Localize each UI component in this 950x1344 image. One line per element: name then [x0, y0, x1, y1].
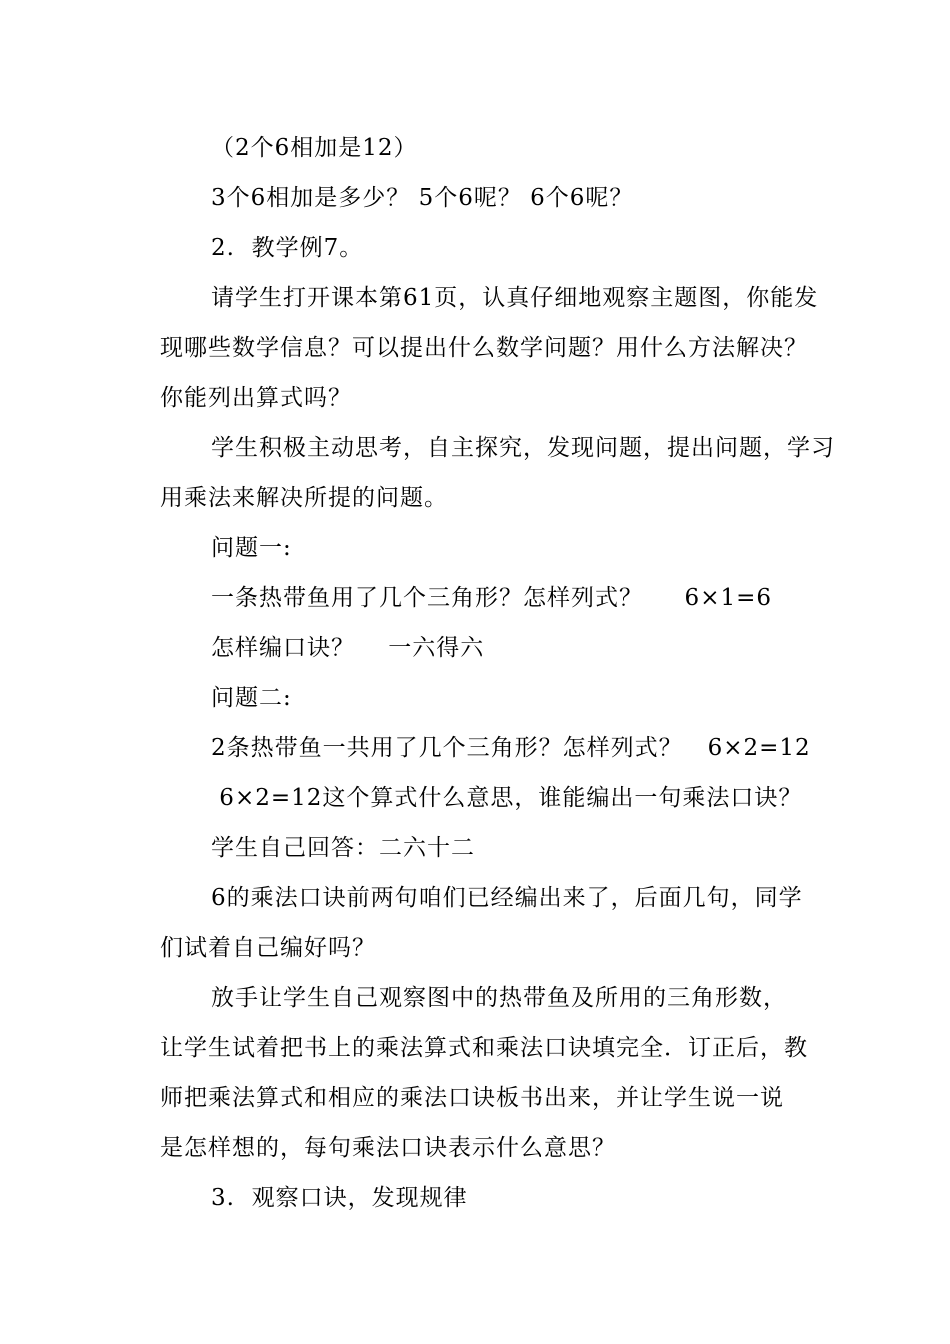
paragraph-line: 怎样编口诀？ 一六得六: [211, 635, 485, 661]
paragraph-line: 用乘法来解决所提的问题。: [160, 485, 448, 511]
paragraph-line: 学生自己回答：二六十二: [211, 835, 475, 861]
paragraph-line: 是怎样想的，每句乘法口诀表示什么意思？: [160, 1135, 616, 1161]
paragraph-line: 们试着自己编好吗？: [160, 935, 376, 961]
paragraph-line: 师把乘法算式和相应的乘法口诀板书出来，并让学生说一说: [160, 1085, 784, 1111]
paragraph-line: 放手让学生自己观察图中的热带鱼及所用的三角形数，: [211, 985, 787, 1011]
question-label: 问题一:: [211, 535, 292, 561]
paragraph-line: 让学生试着把书上的乘法算式和乘法口诀填完全．订正后，教: [160, 1035, 808, 1061]
paragraph-line: 6的乘法口诀前两句咱们已经编出来了，后面几句，同学: [211, 885, 803, 911]
section-heading: 2. 教学例7。: [211, 235, 364, 261]
paragraph-line: 请学生打开课本第61页，认真仔细地观察主题图，你能发: [211, 285, 819, 311]
question-label: 问题二:: [211, 685, 292, 711]
paragraph-line: 现哪些数学信息？可以提出什么数学问题？用什么方法解决？: [160, 335, 808, 361]
paragraph-line: 2条热带鱼一共用了几个三角形？怎样列式？ 6×2=12: [211, 735, 811, 761]
paragraph-line: （2个6相加是12）: [211, 135, 418, 161]
paragraph-line: 6×2=12这个算式什么意思，谁能编出一句乘法口诀？: [211, 785, 803, 811]
paragraph-line: 一条热带鱼用了几个三角形？怎样列式？ 6×1=6: [211, 585, 772, 611]
paragraph-line: 学生积极主动思考，自主探究，发现问题，提出问题，学习: [211, 435, 835, 461]
section-heading: 3. 观察口诀，发现规律: [211, 1185, 468, 1211]
paragraph-line: 你能列出算式吗？: [160, 385, 352, 411]
paragraph-line: 3个6相加是多少？ 5个6呢？ 6个6呢？: [211, 185, 634, 211]
